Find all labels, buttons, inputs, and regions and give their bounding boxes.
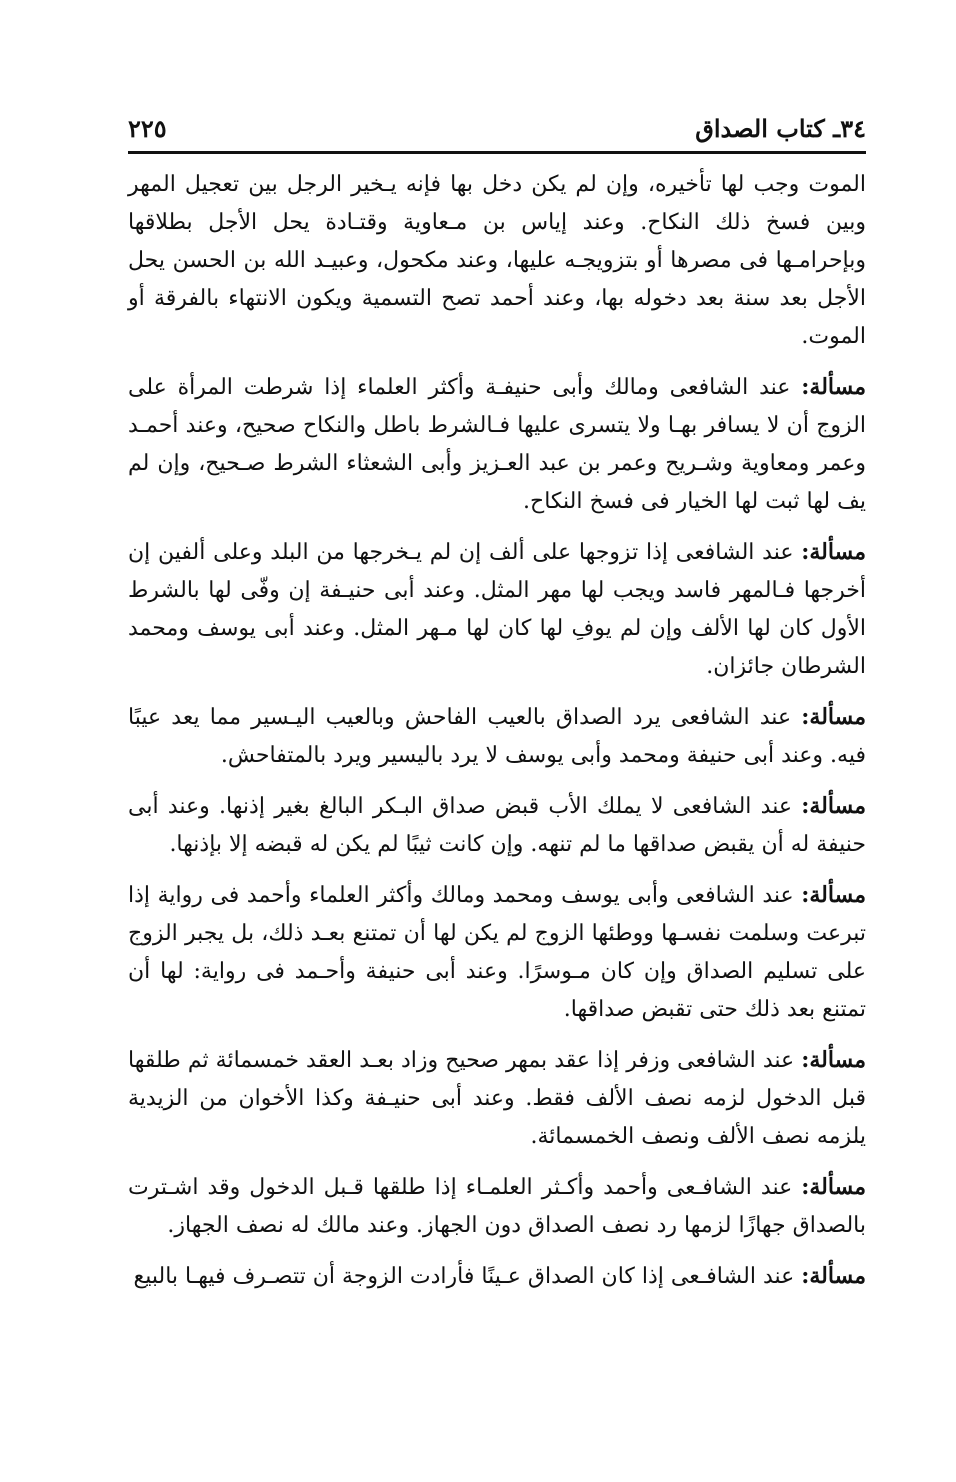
paragraph-masala <box>128 1257 866 1296</box>
running-header <box>128 112 866 152</box>
masala-label: مسألة: <box>801 374 867 400</box>
paragraph-text: عند الشافعى لا يملك الأب قبض صداق البـكر البالغ بغير إذنها. وعند أبى حنيفة له أن يقبض صداقها ما لم تنهه. وإن كانت ثيبًا لم يكن له قبضه إلا بإذنها. <box>128 794 866 857</box>
paragraph-text: عند الشافعى وأبى يوسف ومحمد ومالك وأكثر العلماء وأحمد فى رواية إذا تبرعت وسلمت نفسـها ووطئها الزوج لم يكن لها أن تمتنع بعـد ذلك، بل يجبر الزوج على تسليم الصداق وإن كان مـوسرًا. وعند أبى حنيفة وأحـمد فى رواية: لها أن تمتنع بعد ذلك حتى تقبض صداقها. <box>128 883 866 1022</box>
paragraph-continuation <box>128 166 866 356</box>
body-text <box>128 166 866 1308</box>
paragraph-masala <box>128 368 866 521</box>
masala-label: مسألة: <box>801 1047 866 1073</box>
paragraph-masala <box>128 1168 866 1245</box>
masala-label: مسألة: <box>801 704 867 730</box>
paragraph-text: عند الشافعى ومالك وأبى حنيفـة وأكثر العلماء إذا شرطت المرأة على الزوج أن لا يسافر بهـا ولا يتسرى عليها فـالشرط باطل والنكاح صحيح، وعند أحمـد وعمر ومعاوية وشـريح وعمر بن عبد العـزيز وأبى الشعثاء الشرط صـحيح، وإن لم يف لها ثبت لها الخيار فى فسخ النكاح. <box>128 375 866 514</box>
chapter-title: ٣٤ـ كتاب الصداق <box>695 114 866 143</box>
paragraph-text: عند الشافـعى إذا كان الصداق عـينًا فأرادت الزوجة أن تتصـرف فيهـا بالبيع <box>133 1264 795 1289</box>
page-number: ٢٢٥ <box>128 114 167 143</box>
paragraph-masala <box>128 787 866 864</box>
paragraph-text: عند الشافـعى وأحمد وأكـثر العلمـاء إذا طلقها قـبل الدخول وقد اشـترت بالصداق جهازًا لزمها رد نصف الصداق دون الجهاز. وعند مالك له نصف الجهاز. <box>128 1175 866 1238</box>
paragraph-text: الموت وجب لها تأخيره، وإن لم يكن دخل بها فإنه يـخير الرجل بين تعجيل المهر وبين فسخ ذلك النكاح. وعند إياس بن مـعاوية وقتـادة يحل الأجل بطلاقها وبإحرامـها فى مصرها أو بتزويجـه عليها، وعند مكحول، وعبيـد الله بن الحسن يحل الأجل بعد سنة بعد دخوله بها، وعند أحمد تصح التسمية ويكون الانتهاء بالفرقة أو الموت. <box>128 172 866 349</box>
paragraph-masala <box>128 533 866 686</box>
paragraph-text: عند الشافعى يرد الصداق بالعيب الفاحش وبالعيب اليـسير مما يعد عيبًا فيه. وعند أبى حنيفة ومحمد وأبى يوسف لا يرد باليسير ويرد بالمتفاحش. <box>128 705 866 768</box>
paragraph-masala <box>128 1041 866 1156</box>
paragraph-text: عند الشافعى وزفر إذا عقد بمهر صحيح وزاد بعـد العقد خمسمائة ثم طلقها قبل الدخول لزمه نصف الألف فقط. وعند أبى حنيـفة وكذا الأخوان من الزيدية يلزمه نصف الألف ونصف الخمسمائة. <box>128 1048 866 1149</box>
masala-label: مسألة: <box>801 1174 866 1200</box>
masala-label: مسألة: <box>801 1263 866 1289</box>
masala-label: مسألة: <box>801 882 866 908</box>
masala-label: مسألة: <box>801 793 866 819</box>
paragraph-masala <box>128 876 866 1029</box>
paragraph-text: عند الشافعى إذا تزوجها على ألف إن لم يـخرجها من البلد وعلى ألفين إن أخرجها فـالمهر فاسد ويجب لها مهر المثل. وعند أبى حنيـفة إن وفّى لها بالشرط الأول كان لها الألف وإن لم يوفِ لها كان لها مـهر المثل. وعند أبى يوسف ومحمد الشرطان جائزان. <box>128 540 866 679</box>
masala-label: مسألة: <box>801 539 866 565</box>
header-rule <box>128 151 866 154</box>
paragraph-masala <box>128 698 866 775</box>
